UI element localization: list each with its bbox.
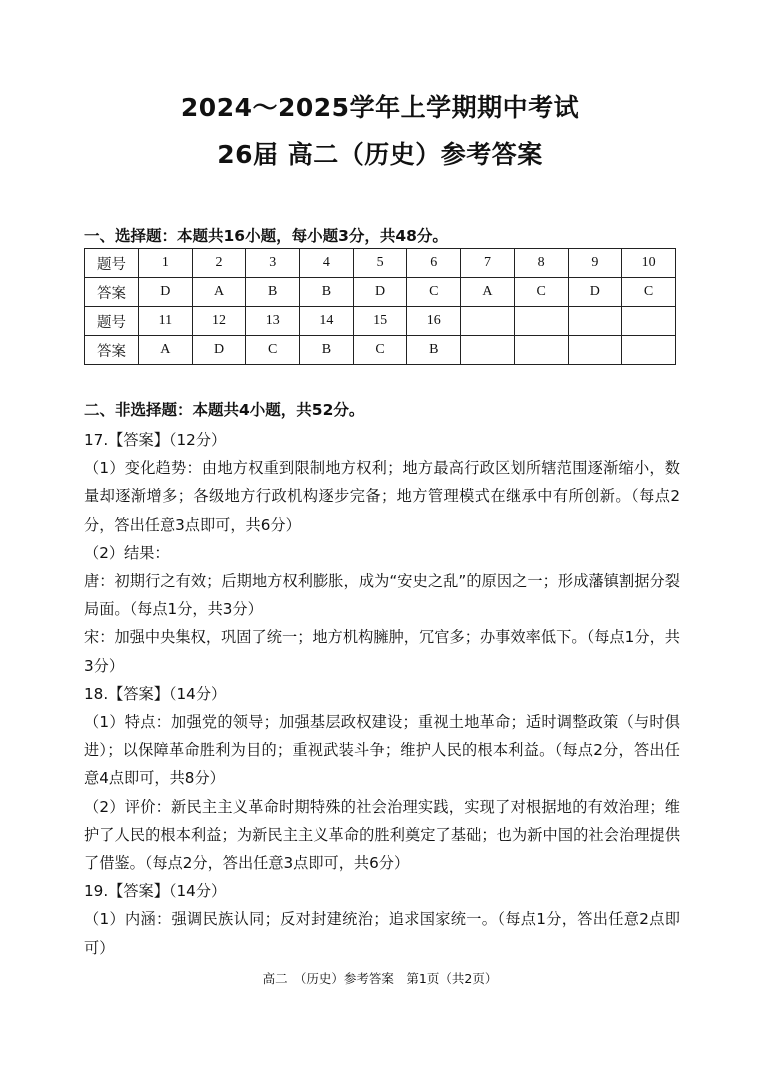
table-row xyxy=(85,336,676,365)
answer-cell: D xyxy=(139,278,193,307)
question-number: 11 xyxy=(139,307,193,336)
section1-heading: 一、选择题：本题共16小题，每小题3分，共48分。 xyxy=(84,227,448,245)
answer-body xyxy=(84,426,680,962)
question-number: 7 xyxy=(461,249,515,278)
answer-cell: A xyxy=(192,278,246,307)
question-number: 12 xyxy=(192,307,246,336)
q19-part1: （1）内涵：强调民族认同；反对封建统治；追求国家统一。（每点1分，答出任意2点即可） xyxy=(84,910,680,957)
answer-label: 答案 xyxy=(85,336,139,365)
question-number: 16 xyxy=(407,307,461,336)
q17-part1: （1）变化趋势：由地方权重到限制地方权利；地方最高行政区划所辖范围逐渐缩小，数量却逐渐增多；各级地方行政机构逐步完备；地方管理模式在继承中有所创新。（每点2分，答出任意3点即可，共6分） xyxy=(84,459,680,534)
answer-cell: D xyxy=(568,278,622,307)
question-number: 6 xyxy=(407,249,461,278)
answer-table xyxy=(84,248,676,365)
answer-cell xyxy=(568,336,622,365)
answer-cell xyxy=(622,336,676,365)
question-number: 14 xyxy=(300,307,354,336)
q17-heading: 17.【答案】（12分） xyxy=(84,431,227,449)
question-number xyxy=(568,307,622,336)
answer-cell: C xyxy=(407,278,461,307)
q17-part2-song: 宋：加强中央集权，巩固了统一；地方机构臃肿，冗官多；办事效率低下。（每点1分，共3分） xyxy=(84,628,680,675)
answer-cell: D xyxy=(192,336,246,365)
answer-cell: B xyxy=(300,336,354,365)
page-footer: 高二 （历史）参考答案 第1页（共2页） xyxy=(262,971,498,986)
answer-cell: C xyxy=(622,278,676,307)
question-number: 10 xyxy=(622,249,676,278)
q18-heading: 18.【答案】（14分） xyxy=(84,684,227,703)
q19-heading: 19.【答案】（14分） xyxy=(84,882,227,901)
answer-cell: B xyxy=(407,336,461,365)
answer-cell: A xyxy=(139,336,193,365)
question-number: 8 xyxy=(514,249,568,278)
table-row xyxy=(85,307,676,336)
answer-cell xyxy=(514,336,568,365)
table-row xyxy=(85,249,676,278)
question-number: 3 xyxy=(246,249,300,278)
answer-cell xyxy=(461,336,515,365)
q17-part2-tang: 唐：初期行之有效；后期地方权利膨胀，成为“安史之乱”的原因之一；形成藩镇割据分裂局面。（每点1分，共3分） xyxy=(84,572,680,619)
q17-part2-heading: （2）结果： xyxy=(84,543,170,562)
question-number xyxy=(514,307,568,336)
answer-label: 答案 xyxy=(85,278,139,307)
question-number: 13 xyxy=(246,307,300,336)
question-label: 题号 xyxy=(85,307,139,336)
question-number: 9 xyxy=(568,249,622,278)
question-number: 5 xyxy=(353,249,407,278)
answer-cell: B xyxy=(300,278,354,307)
question-number xyxy=(622,307,676,336)
page-subtitle: 26届 高二（历史）参考答案 xyxy=(217,140,543,169)
question-number xyxy=(461,307,515,336)
answer-cell: D xyxy=(353,278,407,307)
question-number: 4 xyxy=(300,249,354,278)
question-number: 2 xyxy=(192,249,246,278)
answer-cell: C xyxy=(353,336,407,365)
page-title: 2024～2025学年上学期期中考试 xyxy=(180,93,580,122)
section2-heading: 二、非选择题：本题共4小题，共52分。 xyxy=(84,401,365,419)
answer-cell: C xyxy=(514,278,568,307)
answer-cell: A xyxy=(461,278,515,307)
table-row xyxy=(85,278,676,307)
answer-cell: C xyxy=(246,336,300,365)
q18-part1: （1）特点：加强党的领导；加强基层政权建设；重视土地革命；适时调整政策（与时俱进）；以保障革命胜利为目的；重视武装斗争；维护人民的根本利益。（每点2分，答出任意4点即可，共8分） xyxy=(84,713,680,788)
answer-cell: B xyxy=(246,278,300,307)
question-number: 15 xyxy=(353,307,407,336)
q18-part2: （2）评价：新民主主义革命时期特殊的社会治理实践，实现了对根据地的有效治理；维护了人民的根本利益；为新民主主义革命的胜利奠定了基础；也为新中国的社会治理提供了借鉴。（每点2分，答出任意3点即可，共6分） xyxy=(84,797,680,873)
question-number: 1 xyxy=(139,249,193,278)
question-label: 题号 xyxy=(85,249,139,278)
